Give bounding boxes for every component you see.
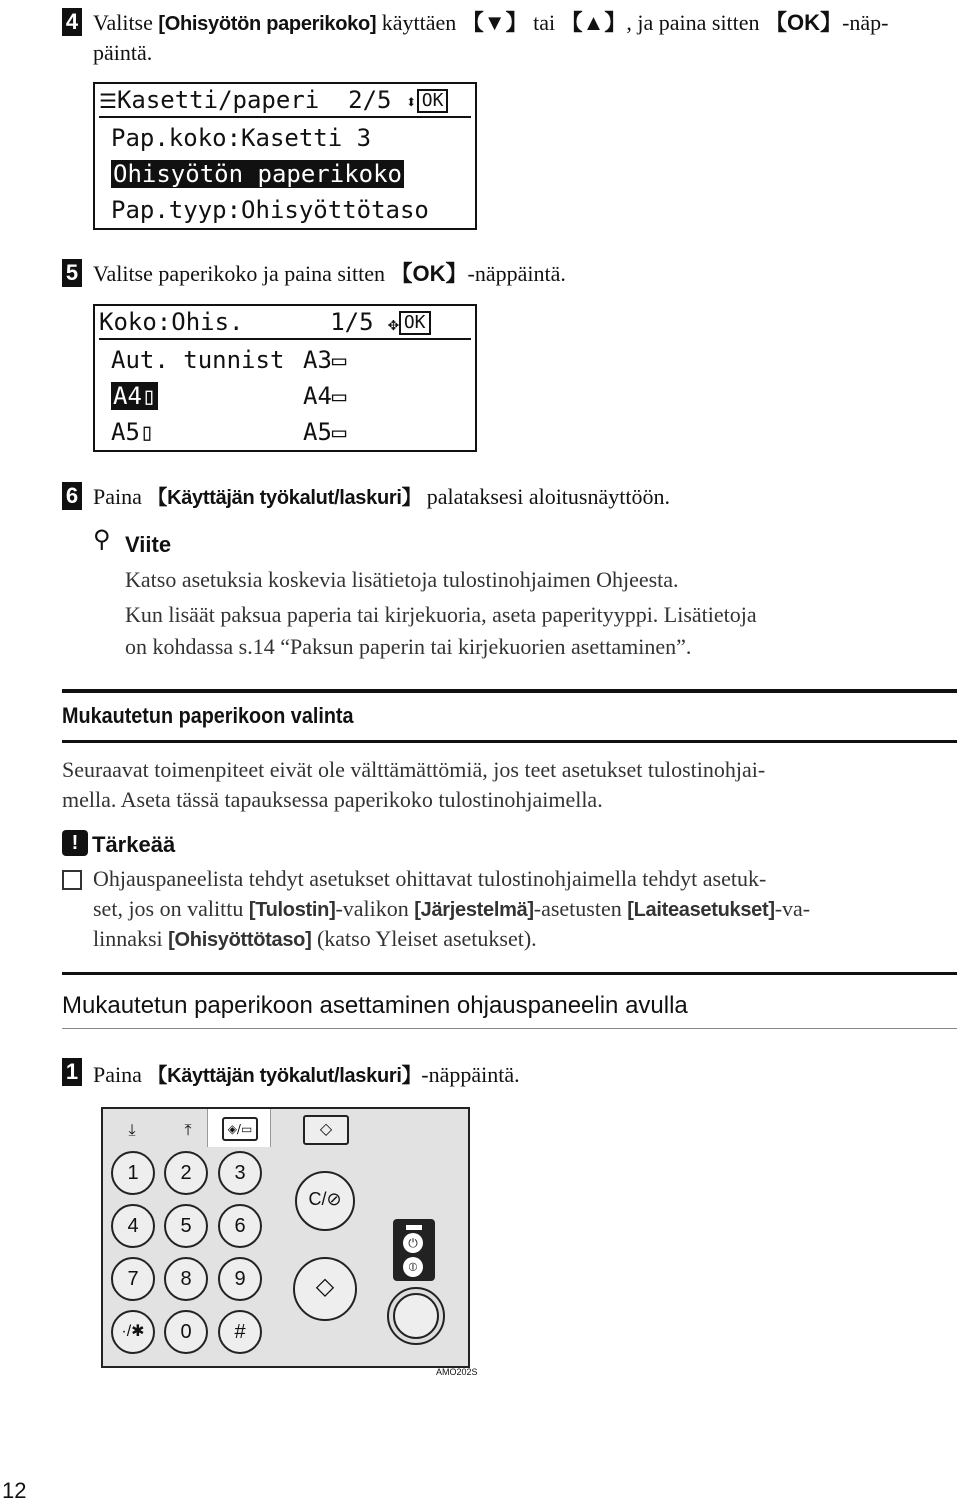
important-line-3: linnaksi [Ohisyöttötaso] (katso Yleiset asetukset). xyxy=(93,926,537,951)
step-4-instruction: Valitse [Ohisyötön paperikoko] käyttäen 【▼】 tai 【▲】, ja paina sitten 【OK】-näp- xyxy=(93,10,889,35)
lcd-display-tray-paper xyxy=(93,82,477,230)
figure-id: AMO202S xyxy=(436,1367,478,1377)
lcd-row-paper-type: Pap.tyyp:Ohisyöttötaso xyxy=(111,196,429,224)
lcd-header: Koko:Ohis. 1/5 ✥ OK xyxy=(99,306,471,340)
key-8[interactable]: 8 xyxy=(164,1257,208,1301)
tray-in-icon: ⤓ xyxy=(128,1120,136,1139)
subsection-rule xyxy=(62,1028,957,1029)
page-number: 12 xyxy=(2,1478,27,1503)
step-1-instruction: Paina 【Käyttäjän työkalut/laskuri】-näppäintä. xyxy=(93,1062,520,1087)
note-line-1: Katso asetuksia koskevia lisätietoja tulostinohjaimen Ohjeesta. xyxy=(125,567,679,592)
lcd-row-bypass-size-selected: Ohisyötön paperikoko xyxy=(113,160,402,188)
user-tools-counter-key[interactable]: ◈/▭ xyxy=(222,1117,258,1141)
step-number-5: 5 xyxy=(62,259,82,287)
note-title: Viite xyxy=(125,532,172,557)
step-5-instruction: Valitse paperikoko ja paina sitten 【OK】-näppäintä. xyxy=(93,261,566,286)
subsection-title: Mukautetun paperikoon asettaminen ohjauspaneelin avulla xyxy=(62,992,688,1019)
energy-saver-icon: ⏻ xyxy=(403,1233,423,1253)
key-7[interactable]: 7 xyxy=(111,1257,155,1301)
lcd-option-a5-portrait: A5▯ xyxy=(111,418,155,446)
lcd-header: ☰Kasetti/paperi 2/5 ⬍ OK xyxy=(99,84,471,118)
section-title: Mukautetun paperikoon valinta xyxy=(62,703,354,728)
lcd-option-a4-portrait-selected: A4▯ xyxy=(113,382,157,410)
important-title: Tärkeää xyxy=(92,832,176,857)
lcd-option-a3-landscape: A3▭ xyxy=(303,346,347,374)
key-6[interactable]: 6 xyxy=(218,1204,262,1248)
start-key[interactable]: ◇ xyxy=(293,1257,357,1321)
four-way-arrow-icon: ✥ xyxy=(387,314,399,335)
user-tools-key-highlight xyxy=(207,1109,271,1147)
key-9[interactable]: 9 xyxy=(218,1257,262,1301)
power-indicator-panel xyxy=(393,1219,435,1281)
up-down-icon: ⬍ xyxy=(405,92,417,113)
clear-stop-key[interactable]: C/⊘ xyxy=(295,1171,355,1231)
important-line-1: Ohjauspaneelista tehdyt asetukset ohittavat tulostinohjaimella tehdyt asetuk- xyxy=(93,866,767,891)
tray-out-icon: ⤒ xyxy=(184,1120,192,1139)
key-0[interactable]: 0 xyxy=(164,1310,208,1354)
control-panel-illustration xyxy=(101,1107,470,1368)
section-bottom-rule xyxy=(62,740,957,743)
lcd-option-a5-landscape: A5▭ xyxy=(303,418,347,446)
step-4-instruction-cont: päintä. xyxy=(93,40,153,65)
main-power-icon: ⦶ xyxy=(403,1257,423,1277)
reference-icon: ⚲ xyxy=(93,527,111,553)
key-3[interactable]: 3 xyxy=(218,1151,262,1195)
energy-saver-key[interactable] xyxy=(387,1287,445,1345)
lcd-row-paper-size: Pap.koko:Kasetti 3 xyxy=(111,124,372,152)
important-icon: ! xyxy=(62,830,88,856)
ok-indicator: OK xyxy=(417,89,449,113)
check-modes-key[interactable]: ◇ xyxy=(303,1115,349,1145)
status-indicator xyxy=(406,1225,422,1230)
key-asterisk[interactable]: ·/✱ xyxy=(111,1310,155,1354)
section-top-rule xyxy=(62,689,957,693)
lcd-option-a4-landscape: A4▭ xyxy=(303,382,347,410)
important-line-2: set, jos on valittu [Tulostin]-valikon [Järjestelmä]-asetusten [Laiteasetukset]-va- xyxy=(93,896,811,921)
key-hash[interactable]: # xyxy=(218,1310,262,1354)
lcd-display-bypass-size xyxy=(93,304,477,452)
ok-indicator: OK xyxy=(399,311,431,335)
key-1[interactable]: 1 xyxy=(111,1151,155,1195)
section-para-line-2: mella. Aseta tässä tapauksessa paperikoko tulostinohjaimella. xyxy=(62,787,603,812)
step-6-instruction: Paina 【Käyttäjän työkalut/laskuri】 palataksesi aloitusnäyttöön. xyxy=(93,484,670,509)
step-number-1: 1 xyxy=(62,1058,82,1086)
menu-icon: ☰ xyxy=(99,89,117,113)
note-line-3: on kohdassa s.14 “Paksun paperin tai kirjekuorien asettaminen”. xyxy=(125,634,692,659)
note-line-2: Kun lisäät paksua paperia tai kirjekuoria, aseta paperityyppi. Lisätietoja xyxy=(125,602,757,627)
key-2[interactable]: 2 xyxy=(164,1151,208,1195)
key-5[interactable]: 5 xyxy=(164,1204,208,1248)
important-rule xyxy=(62,972,957,975)
lcd-option-auto: Aut. tunnist xyxy=(111,346,285,374)
section-para-line-1: Seuraavat toimenpiteet eivät ole välttämättömiä, jos teet asetukset tulostinohjai- xyxy=(62,757,766,782)
checkbox-bullet-icon xyxy=(62,870,82,890)
step-number-6: 6 xyxy=(62,482,82,510)
step-number-4: 4 xyxy=(62,8,82,36)
key-4[interactable]: 4 xyxy=(111,1204,155,1248)
